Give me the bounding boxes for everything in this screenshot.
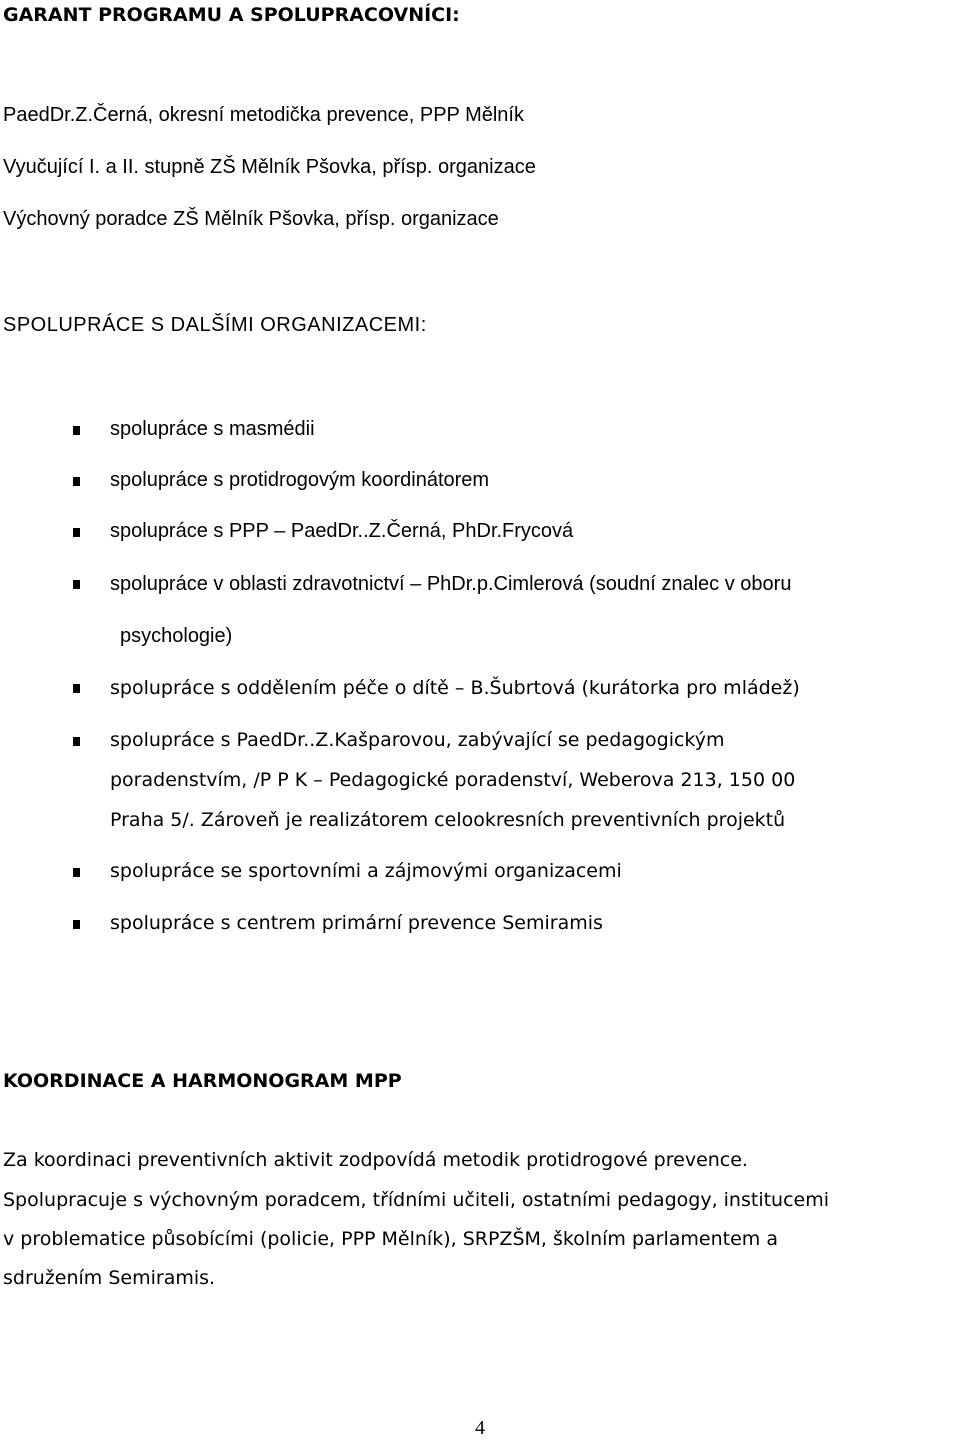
paragraph-line: Za koordinaci preventivních aktivit zodpovídá metodik protidrogové prevence. (3, 1149, 748, 1171)
bullet-marker (73, 684, 80, 693)
paragraph-line: v problematice působícími (policie, PPP Mělník), SRPZŠM, školním parlamentem a (3, 1228, 778, 1250)
bullet-marker (73, 528, 80, 537)
bullet-marker (73, 920, 80, 929)
bullet-marker (73, 580, 80, 589)
list-item: spolupráce s PPP – PaedDr..Z.Černá, PhDr.Frycová (110, 520, 574, 542)
list-item: spolupráce v oblasti zdravotnictví – PhDr.p.Cimlerová (soudní znalec v oboru (110, 573, 792, 595)
section-heading-garant: GARANT PROGRAMU A SPOLUPRACOVNÍCI: (3, 4, 460, 26)
page-number: 4 (475, 1417, 485, 1439)
list-item: spolupráce se sportovními a zájmovými organizacemi (110, 860, 622, 882)
list-item: spolupráce s masmédii (110, 418, 315, 440)
list-item-continuation: poradenstvím, /P P K – Pedagogické poradenství, Weberova 213, 150 00 (110, 769, 796, 791)
bullet-marker (73, 868, 80, 877)
list-item-continuation: psychologie) (120, 625, 233, 647)
bullet-marker (73, 737, 80, 746)
section-heading-spoluprace: SPOLUPRÁCE S DALŠÍMI ORGANIZACEMI: (3, 314, 427, 336)
list-item: spolupráce s protidrogovým koordinátorem (110, 469, 490, 491)
paragraph-line: sdružením Semiramis. (3, 1267, 216, 1289)
bullet-marker (73, 426, 80, 435)
list-item: spolupráce s oddělením péče o dítě – B.Šubrtová (kurátorka pro mládež) (110, 677, 800, 699)
garant-line-1: PaedDr.Z.Černá, okresní metodička prevence, PPP Mělník (3, 104, 524, 126)
list-item: spolupráce s centrem primární prevence Semiramis (110, 912, 603, 934)
paragraph-line: Spolupracuje s výchovným poradcem, třídními učiteli, ostatními pedagogy, institucemi (3, 1189, 830, 1211)
list-item: spolupráce s PaedDr..Z.Kašparovou, zabývající se pedagogickým (110, 729, 725, 751)
garant-line-2: Vyučující I. a II. stupně ZŠ Mělník Pšovka, přísp. organizace (3, 156, 536, 178)
section-heading-koordinace: KOORDINACE A HARMONOGRAM MPP (3, 1070, 402, 1092)
garant-line-3: Výchovný poradce ZŠ Mělník Pšovka, přísp. organizace (3, 208, 499, 230)
list-item-continuation: Praha 5/. Zároveň je realizátorem celookresních preventivních projektů (110, 809, 786, 831)
bullet-marker (73, 477, 80, 486)
